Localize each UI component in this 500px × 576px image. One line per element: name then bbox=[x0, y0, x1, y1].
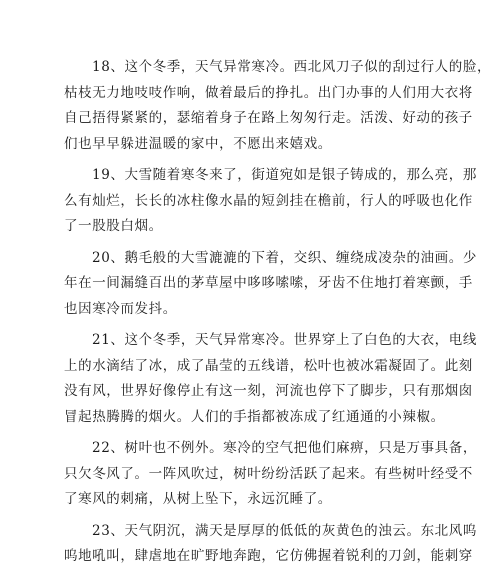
text-line: 年在一间漏缝百出的茅草屋中哆哆嗦嗦，牙齿不住地打着寒颤，手 bbox=[64, 275, 473, 291]
paragraph-19 bbox=[64, 163, 477, 240]
text-line: 20、鹅毛般的大雪漉漉的下着，交织、缠绕成凌杂的油画。少 bbox=[92, 249, 477, 266]
text-line: 也因寒冷而发抖。 bbox=[64, 300, 177, 317]
text-line: 呜地吼叫，肆虐地在旷野地奔跑，它仿佛握着锐利的刀剑，能刺穿 bbox=[64, 548, 473, 564]
paragraph-22 bbox=[64, 436, 477, 513]
text-line: 22、树叶也不例外。寒冷的空气把他们麻痹，只是万事具备， bbox=[92, 440, 477, 456]
document-body bbox=[64, 55, 492, 576]
text-line: 18、这个冬季，天气异常寒冷。西北风刀子似的刮过行人的脸， bbox=[92, 59, 492, 75]
paragraph-23 bbox=[64, 519, 477, 570]
text-line: 自己捂得紧紧的，瑟缩着身子在路上匆匆行走。活泼、好动的孩子 bbox=[64, 110, 473, 126]
text-line: 23、天气阴沉，满天是厚厚的低低的灰黄色的浊云。东北风呜 bbox=[92, 522, 477, 539]
text-line: 19、大雪随着寒冬来了，街道宛如是银子铸成的，那么亮，那 bbox=[92, 167, 477, 183]
text-line: 21、这个冬季，天气异常寒冷。世界穿上了白色的大衣，电线 bbox=[92, 332, 477, 348]
paragraph-20 bbox=[64, 246, 477, 323]
text-line: 们也早早躲进温暖的家中，不愿出来嬉戏。 bbox=[64, 135, 332, 152]
text-line: 么有灿烂，长长的冰柱像水晶的短剑挂在檐前，行人的呼吸也化作 bbox=[64, 192, 473, 209]
text-line: 上的水滴结了冰，成了晶莹的五线谱，松叶也被冰霜凝固了。此刻 bbox=[64, 357, 473, 374]
text-line: 没有风，世界好像停止有这一刻，河流也停下了脚步，只有那烟囱 bbox=[64, 383, 473, 399]
text-line: 冒起热腾腾的烟火。人们的手指都被冻成了红通通的小辣椒。 bbox=[64, 408, 445, 425]
text-line: 枯枝无力地吱吱作响，做着最后的挣扎。出门办事的人们用大衣将 bbox=[64, 84, 473, 101]
paragraph-18 bbox=[64, 55, 492, 157]
paragraph-21 bbox=[64, 328, 477, 430]
text-line: 了一股股白烟。 bbox=[64, 218, 163, 234]
text-line: 只欠冬风了。一阵风吹过，树叶纷纷活跃了起来。有些树叶经受不 bbox=[64, 465, 473, 482]
text-line: 了寒风的刺痛，从树上坠下，永远沉睡了。 bbox=[64, 491, 332, 507]
